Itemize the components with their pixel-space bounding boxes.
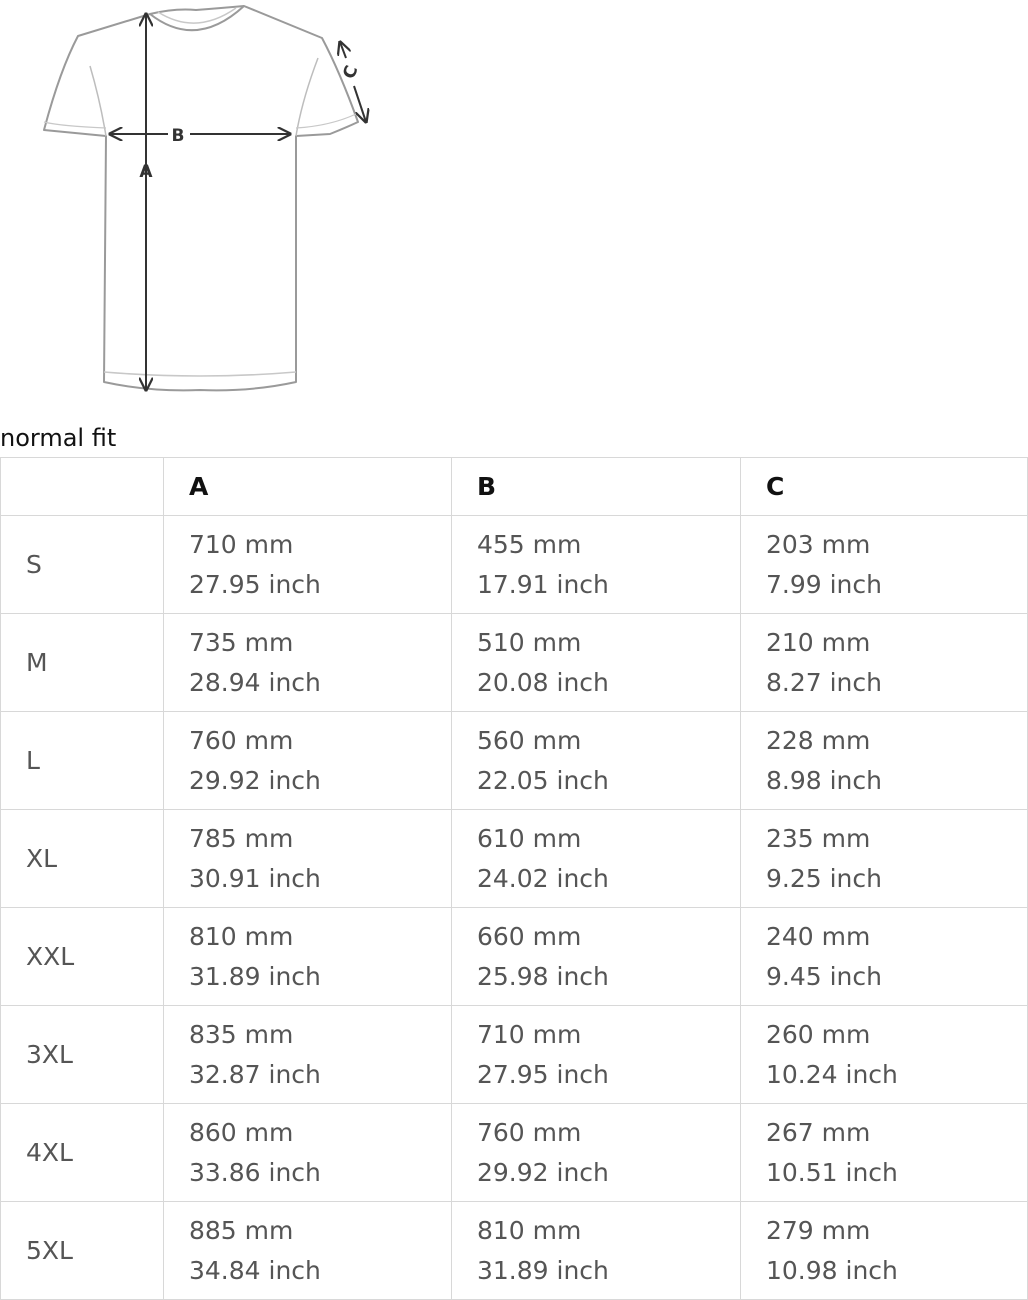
- measure-cell-c: [741, 908, 1028, 1006]
- value-mm: 835 mm: [189, 1019, 294, 1049]
- size-cell: XXL: [1, 908, 164, 1006]
- value-mm: 279 mm: [766, 1215, 871, 1245]
- value-mm: 735 mm: [189, 627, 294, 657]
- value-mm: 510 mm: [477, 627, 582, 657]
- measure-cell-a: [164, 614, 452, 712]
- table-row: [1, 516, 1028, 614]
- measure-cell-b: [452, 614, 741, 712]
- value-inch: 10.98 inch: [766, 1255, 898, 1285]
- value-mm: 760 mm: [477, 1117, 582, 1147]
- value-inch: 34.84 inch: [189, 1255, 321, 1285]
- value-inch: 7.99 inch: [766, 569, 882, 599]
- size-cell: XL: [1, 810, 164, 908]
- value-mm: 203 mm: [766, 529, 871, 559]
- header-c: C: [741, 458, 1028, 516]
- measure-cell-b: [452, 908, 741, 1006]
- measure-cell-a: [164, 908, 452, 1006]
- measure-cell-c: [741, 516, 1028, 614]
- header-b: B: [452, 458, 741, 516]
- measure-cell-c: [741, 1104, 1028, 1202]
- value-inch: 27.95 inch: [477, 1059, 609, 1089]
- value-inch: 30.91 inch: [189, 863, 321, 893]
- value-inch: 20.08 inch: [477, 667, 609, 697]
- value-inch: 8.98 inch: [766, 765, 882, 795]
- value-inch: 17.91 inch: [477, 569, 609, 599]
- measure-cell-b: [452, 1202, 741, 1300]
- measure-cell-c: [741, 614, 1028, 712]
- value-inch: 31.89 inch: [189, 961, 321, 991]
- value-inch: 10.24 inch: [766, 1059, 898, 1089]
- value-mm: 810 mm: [189, 921, 294, 951]
- value-inch: 24.02 inch: [477, 863, 609, 893]
- value-inch: 27.95 inch: [189, 569, 321, 599]
- value-mm: 885 mm: [189, 1215, 294, 1245]
- table-row: [1, 908, 1028, 1006]
- measure-cell-a: [164, 1202, 452, 1300]
- value-mm: 760 mm: [189, 725, 294, 755]
- value-mm: 228 mm: [766, 725, 871, 755]
- value-inch: 9.45 inch: [766, 961, 882, 991]
- value-mm: 610 mm: [477, 823, 582, 853]
- size-cell: L: [1, 712, 164, 810]
- measure-cell-c: [741, 712, 1028, 810]
- value-mm: 785 mm: [189, 823, 294, 853]
- value-mm: 710 mm: [477, 1019, 582, 1049]
- value-inch: 28.94 inch: [189, 667, 321, 697]
- size-cell: M: [1, 614, 164, 712]
- measure-cell-c: [741, 1006, 1028, 1104]
- measure-cell-b: [452, 1006, 741, 1104]
- table-row: [1, 1006, 1028, 1104]
- label-b: B: [171, 126, 185, 146]
- measure-cell-c: [741, 1202, 1028, 1300]
- table-row: [1, 1202, 1028, 1300]
- header-a: A: [164, 458, 452, 516]
- value-mm: 455 mm: [477, 529, 582, 559]
- value-inch: 22.05 inch: [477, 765, 609, 795]
- value-inch: 33.86 inch: [189, 1157, 321, 1187]
- value-inch: 9.25 inch: [766, 863, 882, 893]
- table-row: [1, 614, 1028, 712]
- value-inch: 29.92 inch: [189, 765, 321, 795]
- size-cell: S: [1, 516, 164, 614]
- measure-cell-a: [164, 712, 452, 810]
- value-inch: 25.98 inch: [477, 961, 609, 991]
- value-mm: 560 mm: [477, 725, 582, 755]
- measure-cell-a: [164, 1104, 452, 1202]
- value-mm: 210 mm: [766, 627, 871, 657]
- measure-cell-b: [452, 1104, 741, 1202]
- header-size: [1, 458, 164, 516]
- value-inch: 29.92 inch: [477, 1157, 609, 1187]
- measure-cell-c: [741, 810, 1028, 908]
- size-cell: 5XL: [1, 1202, 164, 1300]
- measure-cell-b: [452, 712, 741, 810]
- value-mm: 267 mm: [766, 1117, 871, 1147]
- tshirt-outline-icon: [0, 0, 400, 420]
- table-row: [1, 810, 1028, 908]
- measure-cell-b: [452, 810, 741, 908]
- value-mm: 810 mm: [477, 1215, 582, 1245]
- label-a: A: [139, 162, 153, 182]
- label-c: C: [339, 63, 363, 82]
- value-mm: 235 mm: [766, 823, 871, 853]
- table-row: [1, 712, 1028, 810]
- value-inch: 31.89 inch: [477, 1255, 609, 1285]
- size-table: [0, 457, 1028, 1300]
- value-mm: 660 mm: [477, 921, 582, 951]
- value-mm: 860 mm: [189, 1117, 294, 1147]
- fit-label: normal fit: [0, 424, 117, 452]
- value-inch: 8.27 inch: [766, 667, 882, 697]
- table-row: [1, 1104, 1028, 1202]
- table-header-row: [1, 458, 1028, 516]
- measure-cell-a: [164, 516, 452, 614]
- value-inch: 32.87 inch: [189, 1059, 321, 1089]
- size-cell: 3XL: [1, 1006, 164, 1104]
- size-cell: 4XL: [1, 1104, 164, 1202]
- measure-cell-b: [452, 516, 741, 614]
- value-mm: 710 mm: [189, 529, 294, 559]
- value-mm: 260 mm: [766, 1019, 871, 1049]
- measure-cell-a: [164, 1006, 452, 1104]
- value-mm: 240 mm: [766, 921, 871, 951]
- value-inch: 10.51 inch: [766, 1157, 898, 1187]
- tshirt-measurement-diagram: [0, 0, 400, 420]
- measure-cell-a: [164, 810, 452, 908]
